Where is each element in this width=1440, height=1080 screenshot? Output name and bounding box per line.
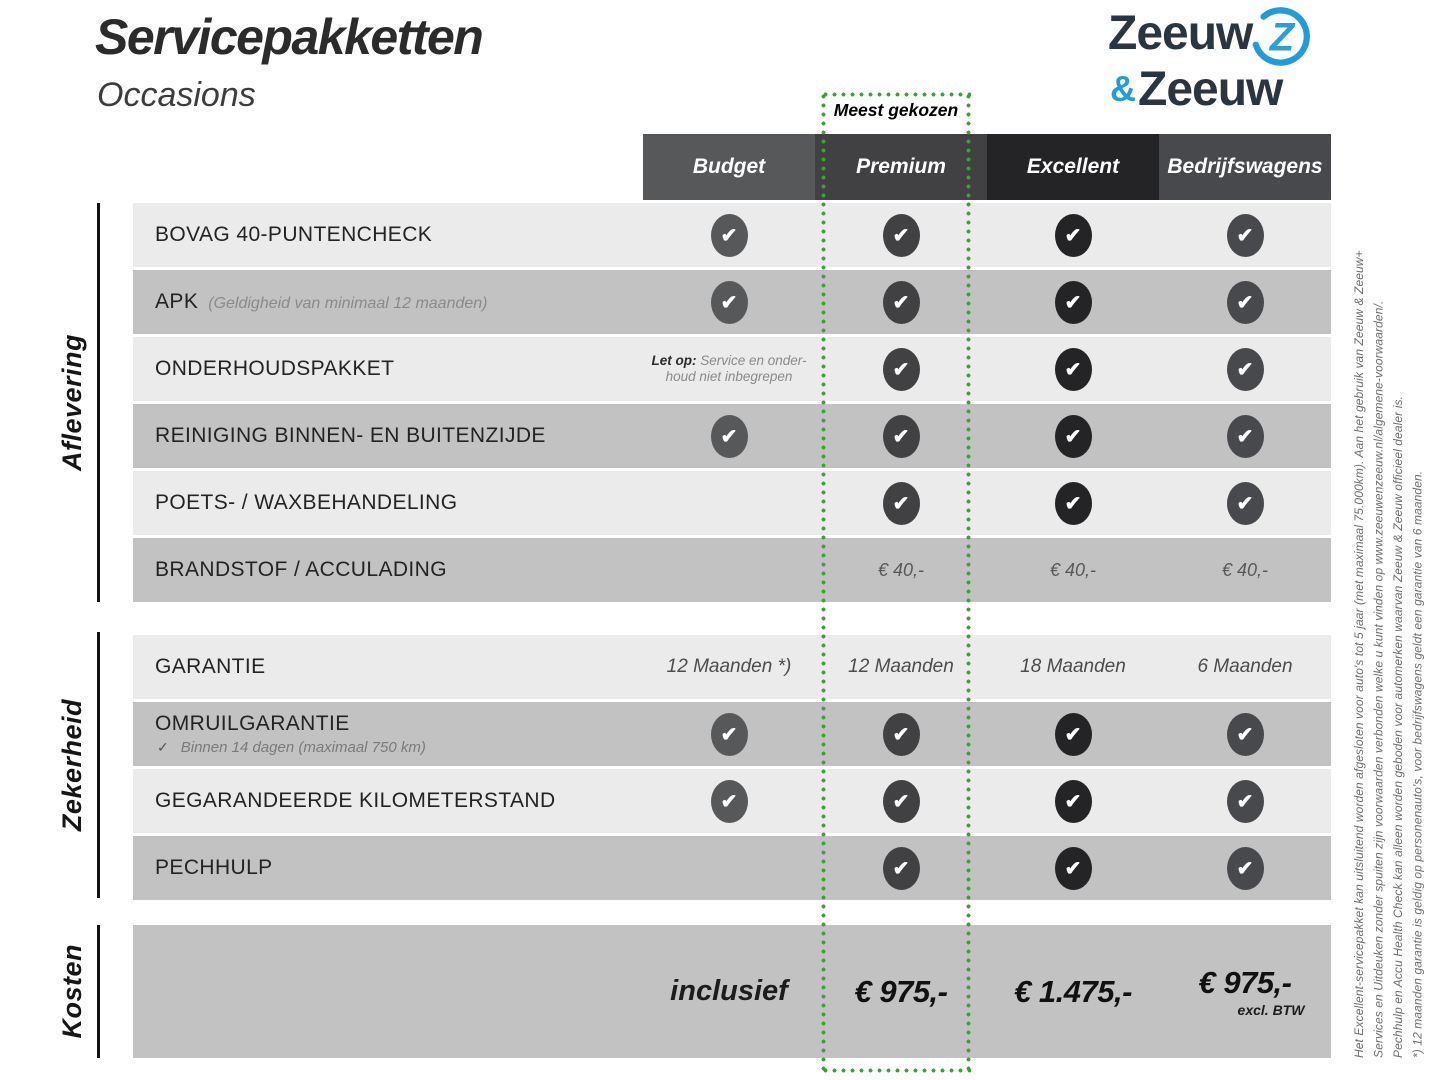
check-icon bbox=[1227, 780, 1264, 823]
check-icon bbox=[883, 415, 920, 458]
most-chosen-badge: Meest gekozen bbox=[833, 100, 959, 120]
check-icon bbox=[1055, 415, 1092, 458]
small-check-icon: ✓ bbox=[157, 739, 169, 755]
check-icon bbox=[1055, 847, 1092, 890]
check-icon bbox=[1227, 713, 1264, 756]
price-value: € 40,- bbox=[1049, 559, 1097, 580]
footnote-line: Het Excellent-servicepakket kan uitsluitend worden afgesloten voor auto's tot 5 jaar (met maximaal 75.000km). Aan het gebruik van Zeeuw & Zeeuw+ bbox=[1352, 250, 1366, 1058]
row-label: POETS- / WAXBEHANDELING bbox=[155, 491, 458, 514]
row-label: GEGARANDEERDE KILOMETERSTAND bbox=[155, 789, 556, 812]
table-row-pechhulp bbox=[133, 836, 1331, 900]
section-rule bbox=[97, 203, 100, 602]
cost-btw-note: excl. BTW bbox=[1237, 1002, 1305, 1018]
check-icon bbox=[883, 348, 920, 391]
check-icon bbox=[1227, 214, 1264, 257]
garantie-value: 12 Maanden bbox=[848, 656, 954, 677]
section-label: Kosten bbox=[56, 944, 87, 1039]
zeeuw-zeeuw-logo bbox=[1108, 8, 1338, 116]
let-op-note: Let op: Service en onder- houd niet inbegrepen bbox=[651, 353, 807, 384]
row-label: ONDERHOUDSPAKKET bbox=[155, 357, 395, 380]
logo-ampersand: & bbox=[1110, 68, 1136, 109]
page-title: Servicepakketten bbox=[95, 9, 483, 65]
check-icon bbox=[1227, 847, 1264, 890]
column-header-budget: Budget bbox=[643, 134, 815, 200]
cost-premium: € 975,- bbox=[854, 973, 948, 1009]
table-row-garantie bbox=[133, 635, 1331, 699]
check-icon bbox=[1055, 713, 1092, 756]
garantie-value: 12 Maanden *) bbox=[666, 656, 792, 677]
check-icon bbox=[883, 281, 920, 324]
logo-word-zeeuw: Zeeuw bbox=[1108, 7, 1253, 60]
table-row-omruilgarantie bbox=[133, 702, 1331, 766]
garantie-value: 6 Maanden bbox=[1197, 656, 1293, 677]
check-icon bbox=[883, 713, 920, 756]
column-header-excellent: Excellent bbox=[987, 134, 1159, 200]
check-icon bbox=[711, 214, 748, 257]
table-row-apk bbox=[133, 270, 1331, 334]
section-zekerheid bbox=[44, 632, 100, 898]
table-row-bovag bbox=[133, 203, 1331, 267]
table-row-brandstof bbox=[133, 538, 1331, 602]
row-label: OMRUILGARANTIE bbox=[155, 712, 350, 735]
check-icon bbox=[1227, 482, 1264, 525]
cost-excellent: € 1.475,- bbox=[1014, 973, 1132, 1009]
footnotes bbox=[1350, 100, 1434, 1058]
cost-bedrijfswagens: € 975,- bbox=[1198, 965, 1292, 1000]
check-icon bbox=[1227, 415, 1264, 458]
table-row-onderhoudspakket bbox=[133, 337, 1331, 401]
check-icon bbox=[1227, 348, 1264, 391]
check-icon bbox=[1055, 348, 1092, 391]
dotted-line-top bbox=[821, 92, 971, 97]
section-kosten bbox=[44, 925, 100, 1058]
row-label: REINIGING BINNEN- EN BUITENZIJDE bbox=[155, 424, 546, 447]
check-icon bbox=[883, 847, 920, 890]
check-icon bbox=[883, 214, 920, 257]
row-label: GARANTIE bbox=[155, 655, 266, 678]
section-rule bbox=[97, 925, 100, 1058]
dotted-line-bottom bbox=[821, 1068, 971, 1073]
check-icon bbox=[711, 281, 748, 324]
row-label-note: (Geldigheid van minimaal 12 maanden) bbox=[208, 295, 488, 312]
column-header-premium: Premium bbox=[815, 134, 987, 200]
check-icon bbox=[883, 780, 920, 823]
logo-word-zeeuw2: Zeeuw bbox=[1138, 63, 1283, 116]
section-label: Zekerheid bbox=[56, 698, 87, 832]
section-label: Aflevering bbox=[56, 333, 87, 472]
check-icon bbox=[1055, 281, 1092, 324]
column-header-bedrijfswagens: Bedrijfswagens bbox=[1159, 134, 1331, 200]
garantie-value: 18 Maanden bbox=[1020, 656, 1126, 677]
table-row-poets bbox=[133, 471, 1331, 535]
table-row-kilometerstand bbox=[133, 769, 1331, 833]
section-aflevering bbox=[44, 203, 100, 602]
footnote-line: Pechhulp en Accu Health Check kan alleen worden geboden voor automerken waarvan Zeeuw & Zeeuw officieel dealer is. bbox=[1391, 395, 1405, 1058]
check-icon bbox=[1055, 214, 1092, 257]
check-icon bbox=[1055, 482, 1092, 525]
row-sub-note: ✓ Binnen 14 dagen (maximaal 750 km) bbox=[157, 739, 426, 756]
check-icon bbox=[883, 482, 920, 525]
check-icon bbox=[711, 713, 748, 756]
check-icon bbox=[711, 780, 748, 823]
row-label: PECHHULP bbox=[155, 856, 273, 879]
row-label: BRANDSTOF / ACCULADING bbox=[155, 558, 447, 581]
row-label: APK bbox=[155, 290, 199, 313]
check-icon bbox=[711, 415, 748, 458]
section-rule bbox=[97, 632, 100, 898]
check-icon bbox=[1055, 780, 1092, 823]
row-label: BOVAG 40-PUNTENCHECK bbox=[155, 223, 433, 246]
price-value: € 40,- bbox=[1221, 559, 1269, 580]
footnote-line: Services en Uitdeuken zonder spuiten zijn voorwaarden verbonden welke u kunt vinden op www.zeeuwenzeeuw.nl/algemene-voorwaarden/. bbox=[1371, 300, 1386, 1058]
footnote-line: *) 12 maanden garantie is geldig op personenauto's, voor bedrijfswagens geldt een garantie van 6 maanden. bbox=[1410, 470, 1425, 1058]
check-icon bbox=[1227, 281, 1264, 324]
price-value: € 40,- bbox=[877, 559, 925, 580]
svg-text:Z: Z bbox=[1270, 15, 1295, 60]
cost-budget: inclusief bbox=[670, 975, 788, 1007]
costs-row bbox=[133, 925, 1331, 1058]
table-row-reiniging bbox=[133, 404, 1331, 468]
page-subtitle: Occasions bbox=[97, 76, 256, 114]
package-header-bar bbox=[643, 134, 1331, 200]
